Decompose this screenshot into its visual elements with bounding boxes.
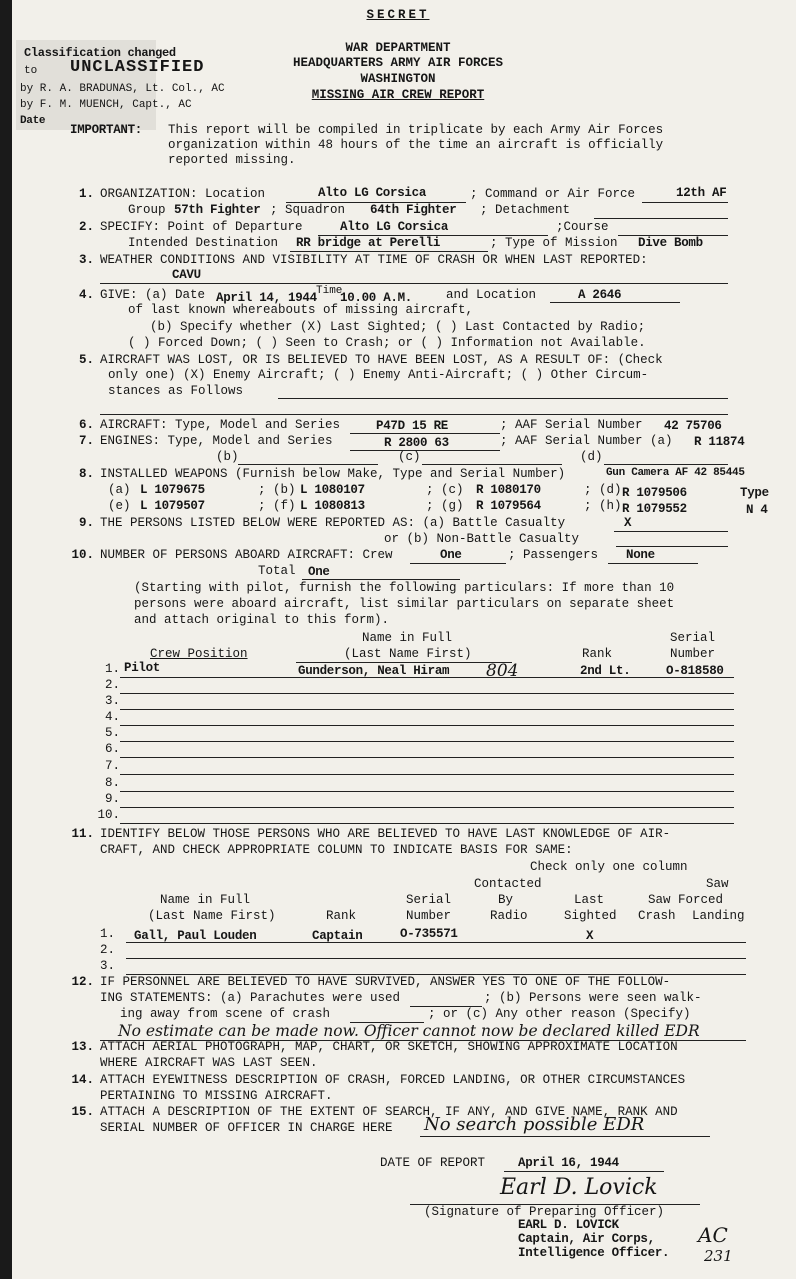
weapon-g-value: R 1079564 (476, 499, 541, 513)
signature-label: (Signature of Preparing Officer) (424, 1205, 665, 1219)
weapon-a-label: (a) (108, 483, 131, 497)
item-3-number: 3. (78, 253, 94, 267)
item-10-number: 10. (71, 548, 94, 562)
engines-serial-label: ; AAF Serial Number (a) (500, 434, 673, 448)
aircraft-serial-value: 42 75706 (664, 419, 722, 433)
officer-title: Intelligence Officer. (518, 1246, 670, 1260)
lost-text-3: stances as Follows (108, 384, 244, 398)
engines-type-line (350, 450, 500, 451)
crew-row-line (120, 725, 734, 726)
crew-row-number: 3. (104, 694, 120, 708)
knowledge-rank-header: Rank (326, 909, 357, 923)
attach-search-2: SERIAL NUMBER OF OFFICER IN CHARGE HERE (100, 1121, 393, 1135)
crew-row-number: 8. (104, 776, 120, 790)
item-14-number: 14. (71, 1073, 94, 1087)
time-label: Time (316, 285, 343, 297)
radio-header: Radio (490, 909, 528, 923)
particulars-1: (Starting with pilot, furnish the following particulars: If more than 10 (134, 581, 675, 595)
battle-casualty-line (614, 531, 728, 532)
knowledge-name-header-1: Name in Full (160, 893, 251, 907)
detachment-line (594, 218, 728, 219)
crew-row-number: 10. (97, 808, 120, 822)
weapon-c-label: ; (c) (426, 483, 464, 497)
important-text-2: organization within 48 hours of the time an aircraft is officially (168, 138, 664, 152)
knowledge-name-value: Gall, Paul Louden (134, 929, 257, 943)
crew-row-number: 6. (104, 742, 120, 756)
crew-row-line (120, 677, 734, 678)
last-header: Last (574, 893, 605, 907)
last-sighted-check: X (586, 929, 594, 943)
crew-value: One (440, 548, 462, 562)
gun-camera-value: Gun Camera AF 42 85445 (606, 467, 745, 479)
engine-c-line (422, 464, 562, 465)
classification-line1: Classification changed (24, 46, 176, 60)
engine-b-label: (b) (216, 450, 239, 464)
crew-row-line (120, 709, 734, 710)
item-1-label: ORGANIZATION: Location (100, 187, 266, 201)
persons-label: NUMBER OF PERSONS ABOARD AIRCRAFT: Crew (100, 548, 393, 562)
saw-header: Saw (706, 877, 729, 891)
crew-row-number: 1. (104, 662, 120, 676)
crew-row-number: 2. (104, 678, 120, 692)
knowledge-serial-header-1: Serial (406, 893, 452, 907)
headquarters: HEADQUARTERS ARMY AIR FORCES (292, 56, 504, 70)
crew-serial-value: O-818580 (666, 664, 724, 678)
attach-search-1: ATTACH A DESCRIPTION OF THE EXTENT OF SEARCH, IF ANY, AND GIVE NAME, RANK AND (100, 1105, 678, 1119)
weapon-d-label: ; (d) (584, 483, 622, 497)
engine-c-label: (c) (398, 450, 421, 464)
engine-b-line (238, 464, 378, 465)
casualty-label: THE PERSONS LISTED BELOW WERE REPORTED AS: (a) Battle Casualty (100, 516, 566, 530)
weapon-f-value: L 1080813 (300, 499, 365, 513)
crew-serial-header-2: Number (670, 647, 716, 661)
engine-d-label: (d) (580, 450, 603, 464)
crew-name-header-2: (Last Name First) (344, 647, 472, 661)
squadron-label: ; Squadron (270, 203, 346, 217)
knowledge-name-header-2: (Last Name First) (148, 909, 276, 923)
weapon-c-value: R 1080170 (476, 483, 541, 497)
crew-row-number: 9. (104, 792, 120, 806)
knowledge-row-3-number: 3. (100, 959, 116, 973)
crew-row-number: 4. (104, 710, 120, 724)
knowledge-row-line (126, 958, 746, 959)
total-label: Total (258, 564, 296, 578)
crew-name-header-rule (296, 662, 512, 663)
time-value: 10.00 A.M. (340, 291, 413, 305)
handwritten-ac: AC (698, 1223, 728, 1247)
date-of-report-value: April 16, 1944 (518, 1156, 619, 1170)
date-of-report-label: DATE OF REPORT (380, 1156, 486, 1170)
location-4-line (550, 302, 680, 303)
crew-row-line (120, 693, 734, 694)
weapon-d-value: R 1079506 (622, 486, 687, 500)
crew-line (410, 563, 506, 564)
location-4-label: and Location (446, 288, 537, 302)
knowledge-serial-value: O-735571 (400, 927, 458, 941)
command-label: ; Command or Air Force (470, 187, 636, 201)
destination-value: RR bridge at Perelli (296, 236, 441, 250)
landing-header: Landing (692, 909, 745, 923)
whereabouts-text: of last known whereabouts of missing aircraft, (128, 303, 474, 317)
saw-forced-header: Saw Forced (648, 893, 724, 907)
secret-marking: SECRET (366, 8, 430, 22)
squadron-value: 64th Fighter (370, 203, 457, 217)
weapon-e-value: L 1079507 (140, 499, 205, 513)
item-13-number: 13. (71, 1040, 94, 1054)
detachment-label: ; Detachment (480, 203, 571, 217)
destination-line (290, 251, 488, 252)
scan-edge (0, 0, 12, 1279)
passengers-value: None (626, 548, 655, 562)
location-value: Alto LG Corsica (318, 186, 427, 200)
departure-value: Alto LG Corsica (340, 220, 449, 234)
knowledge-serial-header-2: Number (406, 909, 452, 923)
search-handwritten: No search possible EDR (424, 1114, 645, 1135)
type-note: Type (740, 486, 769, 500)
location-4-value: A 2646 (578, 288, 622, 302)
weapon-h-value: R 1079552 (622, 502, 687, 516)
washington: WASHINGTON (360, 72, 436, 86)
crew-row-line (120, 791, 734, 792)
lost-text-1: AIRCRAFT WAS LOST, OR IS BELIEVED TO HAVE BEEN LOST, AS A RESULT OF: (Check (100, 353, 663, 367)
classification-to: to (24, 65, 38, 77)
crew-name-value: Gunderson, Neal Hiram (298, 664, 450, 678)
passengers-label: ; Passengers (508, 548, 599, 562)
important-text-1: This report will be compiled in triplicate by each Army Air Forces (168, 123, 664, 137)
important-label: IMPORTANT: (70, 123, 143, 137)
aircraft-type-value: P47D 15 RE (376, 419, 449, 433)
weapon-h-label: ; (h) (584, 499, 622, 513)
item-7-number: 7. (78, 434, 94, 448)
crew-handwritten-note: 804 (486, 661, 519, 681)
page-title: MISSING AIR CREW REPORT (311, 88, 485, 102)
particulars-2: persons were aboard aircraft, list similar particulars on separate sheet (134, 597, 675, 611)
crash-header: Crash (638, 909, 676, 923)
course-label: ;Course (556, 220, 609, 234)
survived-text-3a: ing away from scene of crash (120, 1007, 331, 1021)
attach-photo-1: ATTACH AERIAL PHOTOGRAPH, MAP, CHART, OR SKETCH, SHOWING APPROXIMATE LOCATION (100, 1040, 678, 1054)
battle-casualty-value: X (624, 516, 632, 530)
item-8-number: 8. (78, 467, 94, 481)
weapon-f-label: ; (f) (258, 499, 296, 513)
important-text-3: reported missing. (168, 153, 296, 167)
survived-text-1: IF PERSONNEL ARE BELIEVED TO HAVE SURVIVED, ANSWER YES TO ONE OF THE FOLLOW- (100, 975, 671, 989)
crew-position-value: Pilot (124, 661, 161, 675)
circumstances-line-2 (100, 414, 728, 415)
officer-rank: Captain, Air Corps, (518, 1232, 655, 1246)
item-12-number: 12. (71, 975, 94, 989)
item-2-number: 2. (78, 220, 94, 234)
group-value: 57th Fighter (174, 203, 261, 217)
crew-row-line (120, 823, 734, 824)
weapon-b-value: L 1080107 (300, 483, 365, 497)
search-line (420, 1136, 710, 1137)
attach-eyewitness-2: PERTAINING TO MISSING AIRCRAFT. (100, 1089, 333, 1103)
date-value: April 14, 1944 (216, 291, 317, 305)
crew-row-line (120, 757, 734, 758)
engines-label: ENGINES: Type, Model and Series (100, 434, 333, 448)
classification-line3: by R. A. BRADUNAS, Lt. Col., AC (20, 83, 225, 95)
sighted-header: Sighted (564, 909, 617, 923)
engines-serial-value: R 11874 (694, 435, 745, 449)
forced-text: ( ) Forced Down; ( ) Seen to Crash; or ( ) Information not Available. (128, 336, 646, 350)
survived-text-2b: ; (b) Persons were seen walk- (484, 991, 702, 1005)
by-header: By (498, 893, 514, 907)
non-battle-label: or (b) Non-Battle Casualty (384, 532, 580, 546)
total-line (302, 579, 460, 580)
weapon-a-value: L 1079675 (140, 483, 205, 497)
weapon-e-label: (e) (108, 499, 131, 513)
war-department: WAR DEPARTMENT (345, 41, 451, 55)
circumstances-line (278, 398, 728, 399)
particulars-3: and attach original to this form). (134, 613, 390, 627)
knowledge-row-2-number: 2. (100, 943, 116, 957)
crew-rank-value: 2nd Lt. (580, 664, 631, 678)
item-4-number: 4. (78, 288, 94, 302)
weather-value: CAVU (172, 268, 201, 282)
departure-label: SPECIFY: Point of Departure (100, 220, 303, 234)
crew-row-line (120, 741, 734, 742)
identify-text-1: IDENTIFY BELOW THOSE PERSONS WHO ARE BELIEVED TO HAVE LAST KNOWLEDGE OF AIR- (100, 827, 671, 841)
weapon-g-label: ; (g) (426, 499, 464, 513)
classification-line4: by F. M. MUENCH, Capt., AC (20, 99, 192, 111)
weapon-b-label: ; (b) (258, 483, 296, 497)
attach-photo-2: WHERE AIRCRAFT WAS LAST SEEN. (100, 1056, 318, 1070)
item-6-number: 6. (78, 418, 94, 432)
total-value: One (308, 565, 330, 579)
classification-date: Date (20, 115, 46, 127)
survived-text-2a: ING STATEMENTS: (a) Parachutes were used (100, 991, 401, 1005)
crew-row-line (120, 774, 734, 775)
check-column-note: Check only one column (530, 860, 688, 874)
aircraft-type-line (350, 433, 500, 434)
item-9-number: 9. (78, 516, 94, 530)
non-battle-line (616, 546, 728, 547)
engines-type-value: R 2800 63 (384, 436, 449, 450)
unclassified-stamp: UNCLASSIFIED (70, 58, 205, 77)
item-1-number: 1. (78, 187, 94, 201)
date-label: GIVE: (a) Date (100, 288, 206, 302)
handwritten-number: 231 (704, 1247, 733, 1265)
aircraft-label: AIRCRAFT: Type, Model and Series (100, 418, 341, 432)
knowledge-row-1-number: 1. (100, 927, 116, 941)
weapons-label: INSTALLED WEAPONS (Furnish below Make, Type and Serial Number) (100, 467, 566, 481)
item-5-number: 5. (78, 353, 94, 367)
contacted-header: Contacted (474, 877, 542, 891)
mission-value: Dive Bomb (638, 236, 703, 250)
crew-rank-header: Rank (582, 647, 613, 661)
weather-label: WEATHER CONDITIONS AND VISIBILITY AT TIME OF CRASH OR WHEN LAST REPORTED: (100, 253, 648, 267)
date-of-report-line (504, 1171, 664, 1172)
crew-row-line (120, 807, 734, 808)
weather-line (100, 283, 728, 284)
knowledge-row-line (126, 942, 746, 943)
lost-text-2: only one) (X) Enemy Aircraft; ( ) Enemy Anti-Aircraft; ( ) Other Circum- (108, 368, 649, 382)
crew-row-number: 7. (104, 759, 120, 773)
signature: Earl D. Lovick (500, 1175, 658, 1200)
item-15-number: 15. (71, 1105, 94, 1119)
attach-eyewitness-1: ATTACH EYEWITNESS DESCRIPTION OF CRASH, FORCED LANDING, OR OTHER CIRCUMSTANCES (100, 1073, 686, 1087)
officer-name: EARL D. LOVICK (518, 1218, 619, 1232)
crew-row-number: 5. (104, 726, 120, 740)
knowledge-rank-value: Captain (312, 929, 363, 943)
passengers-line (608, 563, 698, 564)
item-11-number: 11. (71, 827, 94, 841)
crew-name-header-1: Name in Full (362, 631, 453, 645)
mission-label: ; Type of Mission (490, 236, 618, 250)
n4-note: N 4 (746, 503, 768, 517)
identify-text-2: CRAFT, AND CHECK APPROPRIATE COLUMN TO INDICATE BASIS FOR SAME: (100, 843, 573, 857)
engine-d-line (604, 464, 728, 465)
destination-label: Intended Destination (128, 236, 279, 250)
survived-handwritten: No estimate can be made now. Officer cannot now be declared killed EDR (118, 1022, 700, 1040)
aircraft-serial-label: ; AAF Serial Number (500, 418, 643, 432)
crew-serial-header-1: Serial (670, 631, 716, 645)
specify-text: (b) Specify whether (X) Last Sighted; ( ) Last Contacted by Radio; (150, 320, 646, 334)
air-force-value: 12th AF (676, 186, 727, 200)
group-label: Group (128, 203, 166, 217)
air-force-line (642, 202, 728, 203)
crew-position-header: Crew Position (150, 647, 248, 661)
survived-text-3b: ; or (c) Any other reason (Specify) (428, 1007, 691, 1021)
